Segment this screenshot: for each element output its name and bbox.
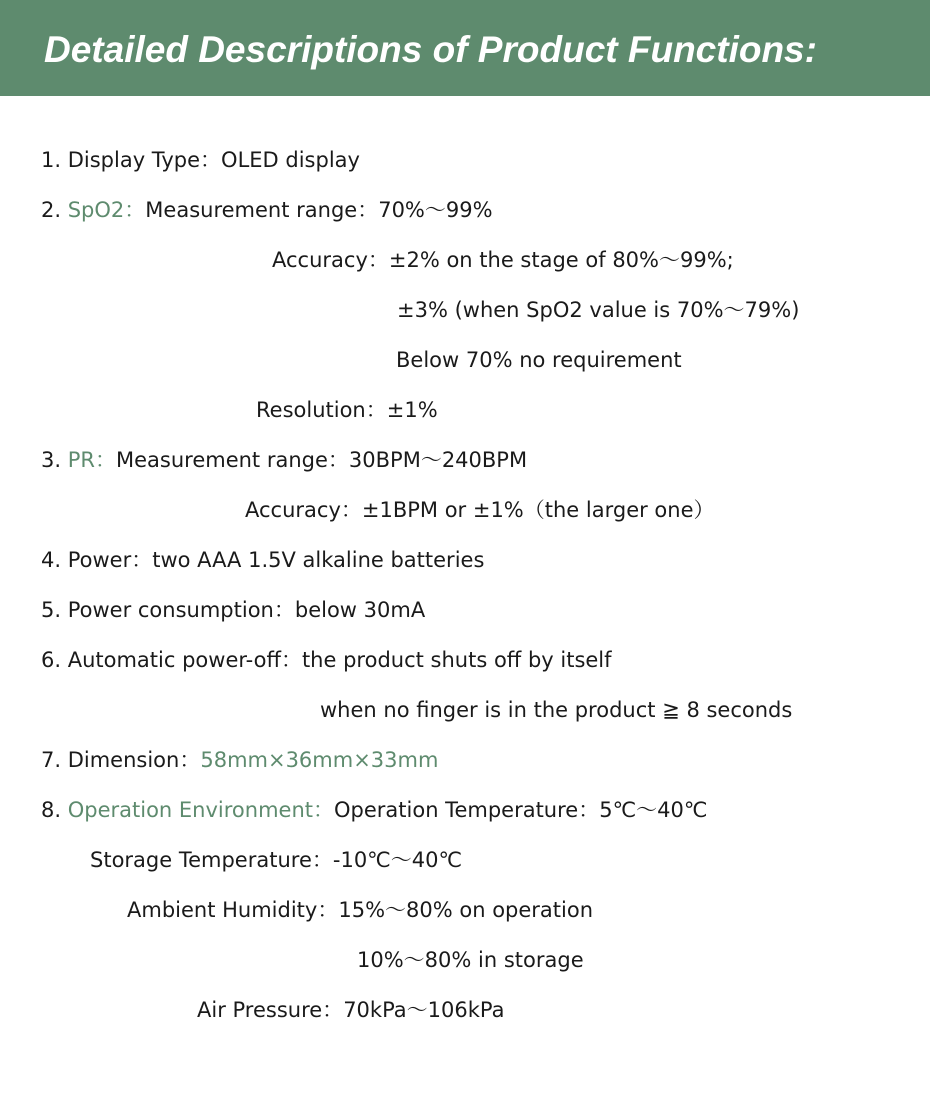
spec-number: 1. bbox=[41, 148, 68, 172]
spec-value: ±2% on the stage of 80%～99%; bbox=[388, 248, 734, 272]
spec-dimension bbox=[41, 745, 438, 775]
spec-spo2-accuracy bbox=[272, 245, 734, 275]
spec-sublabel: Accuracy： bbox=[245, 498, 362, 522]
spec-value: 30BPM～240BPM bbox=[348, 448, 528, 472]
spec-number: 8. bbox=[41, 798, 68, 822]
spec-ambient-humidity-cont bbox=[357, 945, 584, 975]
spec-storage-temperature bbox=[90, 845, 462, 875]
spec-spo2-accuracy-cont bbox=[396, 345, 682, 375]
spec-number: 5. bbox=[41, 598, 68, 622]
page-title: Detailed Descriptions of Product Functions: bbox=[44, 29, 817, 70]
spec-value: OLED display bbox=[221, 148, 360, 172]
spec-value: ±3% (when SpO2 value is 70%～79%) bbox=[397, 298, 800, 322]
spec-number: 4. bbox=[41, 548, 68, 572]
spec-value: ±1BPM or ±1%（the larger one） bbox=[361, 498, 715, 522]
spec-label: Power consumption： bbox=[67, 598, 295, 622]
spec-label: Automatic power-off： bbox=[67, 648, 302, 672]
spec-label-highlight: SpO2： bbox=[67, 198, 146, 222]
spec-sublabel: Measurement range： bbox=[115, 448, 349, 472]
spec-power bbox=[41, 545, 484, 575]
spec-sublabel: Resolution： bbox=[256, 398, 387, 422]
spec-value: 70kPa～106kPa bbox=[343, 998, 505, 1022]
spec-pr-range bbox=[41, 445, 527, 475]
spec-value: ±1% bbox=[386, 398, 438, 422]
spec-label: Dimension： bbox=[67, 748, 201, 772]
spec-label-highlight: PR： bbox=[67, 448, 116, 472]
spec-display-type bbox=[41, 145, 360, 175]
spec-sublabel: Measurement range： bbox=[145, 198, 379, 222]
spec-sublabel: Accuracy： bbox=[272, 248, 389, 272]
spec-number: 3. bbox=[41, 448, 68, 472]
spec-value: 70%～99% bbox=[378, 198, 493, 222]
spec-value-highlight: 58mm×36mm×33mm bbox=[200, 748, 439, 772]
spec-auto-power-off-cont bbox=[320, 695, 792, 725]
spec-sublabel: Operation Temperature： bbox=[334, 798, 600, 822]
spec-value: when no finger is in the product ≧ 8 seconds bbox=[320, 698, 793, 722]
spec-operation-environment bbox=[41, 795, 707, 825]
spec-value: Below 70% no requirement bbox=[396, 348, 682, 372]
spec-value: the product shuts off by itself bbox=[301, 648, 612, 672]
spec-number: 6. bbox=[41, 648, 68, 672]
spec-label-highlight: Operation Environment： bbox=[67, 798, 334, 822]
spec-number: 7. bbox=[41, 748, 68, 772]
spec-spo2-range bbox=[41, 195, 493, 225]
spec-value: 15%～80% on operation bbox=[338, 898, 594, 922]
spec-number: 2. bbox=[41, 198, 68, 222]
header-banner bbox=[0, 0, 930, 96]
spec-value: two AAA 1.5V alkaline batteries bbox=[152, 548, 485, 572]
spec-label: Display Type： bbox=[67, 148, 222, 172]
spec-value: below 30mA bbox=[294, 598, 426, 622]
spec-sublabel: Storage Temperature： bbox=[90, 848, 333, 872]
spec-spo2-resolution bbox=[256, 395, 438, 425]
spec-ambient-humidity bbox=[127, 895, 593, 925]
spec-sublabel: Air Pressure： bbox=[197, 998, 344, 1022]
spec-spo2-accuracy-cont bbox=[397, 295, 799, 325]
spec-pr-accuracy bbox=[245, 495, 715, 525]
spec-value: 5℃～40℃ bbox=[599, 798, 708, 822]
spec-power-consumption bbox=[41, 595, 425, 625]
spec-value: -10℃～40℃ bbox=[332, 848, 463, 872]
spec-auto-power-off bbox=[41, 645, 612, 675]
spec-value: 10%～80% in storage bbox=[357, 948, 584, 972]
spec-air-pressure bbox=[197, 995, 505, 1025]
spec-sublabel: Ambient Humidity： bbox=[127, 898, 339, 922]
spec-label: Power： bbox=[67, 548, 153, 572]
